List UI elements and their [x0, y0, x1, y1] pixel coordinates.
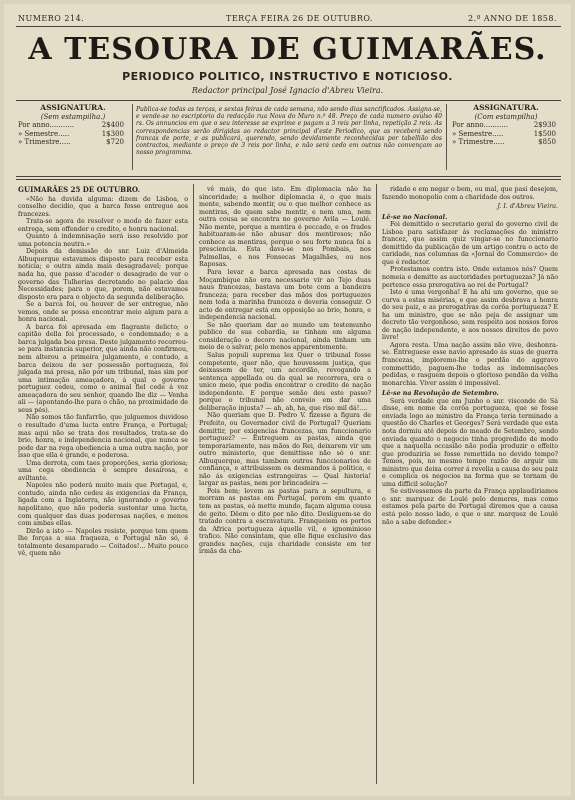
paragraph: Isto é uma vergonha! E ha ahi um governo, que se curva a estas misérias, e que assim desbrava a honra do seu paiz, e as prerogativas da corôa portugueza? E ha um ministro, que se não peja de assignar um decreto tão vergonhoso, sem respeito aos nossos foros de nação independente, e aos nossos direitos de povo livre! [382, 289, 558, 342]
price-row: » Semestre..... 1$500 [452, 129, 556, 138]
paragraph: A barca foi apresada em flagrante delicto; o capitão della foi processado, e condemnado; e a barca julgada boa presa. Deste julgamento recorreu-se para instancia superior, que ainda não confirmou, nem alterou a primeira julgamento, e contudo, a barca deixou de ser possessão portugueza, foi julgada má presa, não por um tribunal, mas sim por uma intimação ameaçadora, á qual o governo portuguez cedeu, como o animal fiel cede á voz ameaçadora do seu senhor, quando lhe diz — Venha ali — (apontando-lhe para o chão, na proximidade de seus pés). [18, 323, 188, 414]
section-rule [16, 179, 561, 180]
subscription-note: (Com estampilha) [474, 112, 538, 121]
price-row: Por anno........... 2$930 [452, 121, 556, 129]
paragraph: Trata-se agora de resolver o modo de fazer esta entrega, sem offender o credito, e honra nacional. [18, 218, 188, 233]
paragraph: Não somos tão fanfarrão, que julguemos duvidoso o resultado d'uma lucta entre França, e Portugal; mas aqui não se trata dos resultados, trata-se do brio, honra, e independencia nacional, que nunca se pode dar na rega obediencia a uma outra nação, por isso que ella é grande, e poderosa. [18, 414, 188, 460]
subscription-note: (Sem estampilha.) [40, 112, 106, 121]
newspaper-page [4, 4, 571, 796]
column-divider [376, 184, 377, 784]
column-3 [382, 186, 558, 526]
subscription-title: ASSIGNATURA. [40, 103, 106, 112]
paragraph: Depois da demissão do snr. Luiz d'Almeida Albuquerque estavamos disposto para receber esta noticia; e outra ainda mais desagradavel; porque nada ha, que passe d'acoder o desagrado de ver o governo das Tulherias decretando no palacio das Necessidades; para o que, porem, não estavamos disposto era para o objecto da segunda deliberação. [18, 248, 188, 301]
paragraph: Agora resta. Uma nação assim não vive, deshonra-se. Entreguese esse navio apresado ás suas de guerra francezas, imploremo-lhe o perdão do aggravo commettido, paguem-lhe todas as indemnisações pedidas, e rasguem depois o glorioso pendão da velha monarchia. Viver assim é impossivel. [382, 341, 558, 387]
price-row: » Trimestre..... $720 [18, 138, 124, 146]
paragraph: Se não queriam dar ao mundo um testemunho publico de sua cobardia, se tinham em alguma consideração o decoro nacional, ainda tinham um meio de o salvar, pelo menos apparentemente. [199, 321, 371, 352]
section-title: Lê-se na Revolução de Setembro. [382, 390, 499, 398]
paragraph: Dirão a isto — Napoles resiste, porque tem quem lhe forças a sua fraqueza, e Portugal não só, é totalmente desamparado — Coitados!... Muito pouco vê, quem não [18, 527, 188, 558]
paragraph: Salus populi suprema lex Quer o tribunal fosse competente, quer não, que houvessem justiça, que deixassem de ter, um accordão, revogando a sentença appellada ou da qual se recorrera, era o unico meio, que podia encontrar o credito de nação independente. E porque senão deu este passo? porque o tribunal não conveio em dar uma deliberação injusta? — ah, ah, ha, que riso mil dá!.... [199, 352, 371, 412]
box-divider [446, 104, 447, 170]
paragraph: Quanto á indemnisação será isso resolvido por uma potencia neutra.» [18, 233, 188, 248]
issue-number: NUMERO 214. [18, 14, 85, 23]
signature: J. I. d'Abreu Vieira. [497, 203, 558, 211]
paragraph: Se a barca foi, ou houver de ser entregue, não vemos, onde se possa encontrar meio algum para a honra nacional. [18, 301, 188, 324]
paragraph: Para levar a barca apresada nas costas de Moçambique não era necessario vir ao Tejo duas naus francezas, bastava um bote com a bandeira franceza; para receber das mãos dos portuguezes nem toda a marinha franceza o deveria conseguir. O acto de entregar está em opposição ao brio, honra, e independencia nacional. [199, 269, 371, 322]
header-rule [16, 100, 561, 101]
subscription-title: ASSIGNATURA. [473, 103, 539, 112]
header-bar [4, 12, 571, 26]
paragraph: Foi demittido o secretario geral do governo civil de Lisboa para satisfazer ás reclamações do ministro francez, que assim quiz vingar-se no funccionario demittido da publicação de um artigo contra o acto de caridade, nas columnas da «Jornal do Commercio» de que é redactor. [382, 221, 558, 266]
masthead-subtitle: PERIODICO POLITICO, INSTRUCTIVO E NOTICIOSO. [122, 70, 453, 83]
column-1 [18, 186, 188, 558]
editor-line: Redactor principal José Ignacio d'Abreu Vieira. [191, 86, 384, 95]
column-2 [199, 186, 371, 556]
paragraph: Uma derrota, com taes proporções, seria gloriosa; uma cega obediencia é sempre desairosa, e aviltante. [18, 459, 188, 482]
issue-date: TERÇA FEIRA 26 DE OUTUBRO. [226, 14, 373, 23]
publication-notice: Publica-se todas as terças, e sextas feiras de cada semana, não sendo dias sanctificados. Assigna-se, e vende-se no escriptorio da redacção rua Nova do Muro n.º 48. Preço de cada numero avulso 40 rs. Os annuncios em que o seu interesse se exprime e pagam a 3 reis por linha, repetição 2 reis. As correspondencias serão dirigidas ao redactor principal d'este Periodico, que as receberá sendo francas de porte, e as publicará, querendo, sendo devidamente reconhecidas por tabellião dos contractos, mediante o preço de 3 reis por linha, e não será cedo em outras não convençam ao nosso programma. [136, 106, 442, 157]
paragraph: Napoles não poderá muito mais que Portugal, e, contudo, ainda não cedeu ás exigencias da França, ligada com a Inglaterra, não ignorando o governo napolitano, que não poderia sustentar uma lucta, com qualquer das duas poderosas nações, e menos com ambas ellas. [18, 482, 188, 528]
issue-year: 2.º ANNO DE 1858. [467, 14, 557, 23]
article-heading: GUIMARÃES 25 DE OUTUBRO. [18, 185, 141, 194]
top-rule [16, 26, 561, 27]
column-divider [193, 184, 194, 784]
paragraph: Não queriam que D. Pedro V. fizesse a figura de Prefeito, ou Governador civil de Portugal? Queriam demittir, por exigencias francezas, um funccionario portuguez? — Entreguem as pastas, ainda que temporariamente, nas mãos do Rei, deixarem vir um outro ministerio, que demittisse não só o snr. Albuquerque, mas tambem outros funccionarios de confiança, e attribuissem os desmandos á politica, e não ás exigencias estrangeiras — Qual historia! largar as pastas, nem por brincadeira — [199, 412, 371, 488]
subscription-box-left [18, 104, 128, 168]
price-row: Por anno........... 2$400 [18, 121, 124, 129]
paragraph: Será verdade que em Junho o snr. visconde de Sá disse, em nome da corôa portugueza, que se fosse enviada logo ao ministro da França teria terminado a questão do Charles et Georges? Será verdade que esta nota dormiu até depois do meado de Setembro, sendo enviada quando o negocio tinha progredido de modo que a naquella occasião não podia produzir o effeito que produziria se fosse remettida no devido tempo? Temos, pois, no mesmo tempo razão de arguir um ministro que deixa correr á revelia a causa do seu paiz e complica os negocios na forma que se tornam de uma difficil solução? [382, 397, 558, 488]
paragraph: ridade e em negar o bem, ou mal, que pasi desejem, fazendo monopolio com a charidade dos outros. [382, 186, 558, 201]
paragraph: vê mais, do que isto. Em diplomacia não ha sinceridade; a melhor diplomacia é, o que mais mente, sabendo mentir, ou o que melhor conhece as mentiras, de quem sabe mentir, e nem uma, nem outra cousa se encontra no governo Avila — Loulé. Não mente, porque a mentira é peccado, e os frades habituaram-se não abusar dos mentirosos; não conhece as mentiras, porque o seu forte nunca foi a presciencia. Esta dava-se nos Pombais, nos Palmellas, e nos Fonsecas Magalhães, ou nos Raposas. [199, 186, 371, 269]
price-row: » Trimestre..... $850 [452, 138, 556, 146]
box-divider [132, 104, 133, 170]
price-row: » Semestre..... 1$300 [18, 129, 124, 138]
section-title: Lê-se no Nacional. [382, 213, 448, 221]
masthead-title: A TESOURA DE GUIMARÃES. [28, 32, 547, 67]
paragraph: «Não ha duvida alguma: dizem de Lisboa, o conselho decidio, que a barca fosse entregue aos francezes. [18, 195, 188, 218]
paragraph: Pois bem; levem as pastas para a sepultura, e morram as pastas em Portugal, porem em quanto tem as pastas, eá mette mundo, façam alguma cousa de geito. Dêem o dito por não dito. Desliguem-se do tratado contra a escravatura. Franqueiem os portos da Africa portugueza áquelle vil, e ignominioso trafico. Não consintam, que elle fique exclusivo das grandes nações, cuja charidade consiste em ter irmãs da cha- [199, 487, 371, 556]
section-rule [16, 176, 561, 177]
paragraph: Protestamos contra isto. Onde estamos nós? Quem nomeia e demitte as auctoridades portuguezas? Já não pertence essa prerogativa ao rei de Portugal? [382, 266, 558, 289]
paragraph: Se estivessemos da parte da França applaudiriamos o snr. marquez de Loulé pelo demeres, mas como estamos pela parte de Portugal diremos que a causa está pelo nosso lado, e que o snr. marquez de Loulé não a sabe defender.» [382, 488, 558, 526]
subscription-box-right [452, 104, 560, 168]
